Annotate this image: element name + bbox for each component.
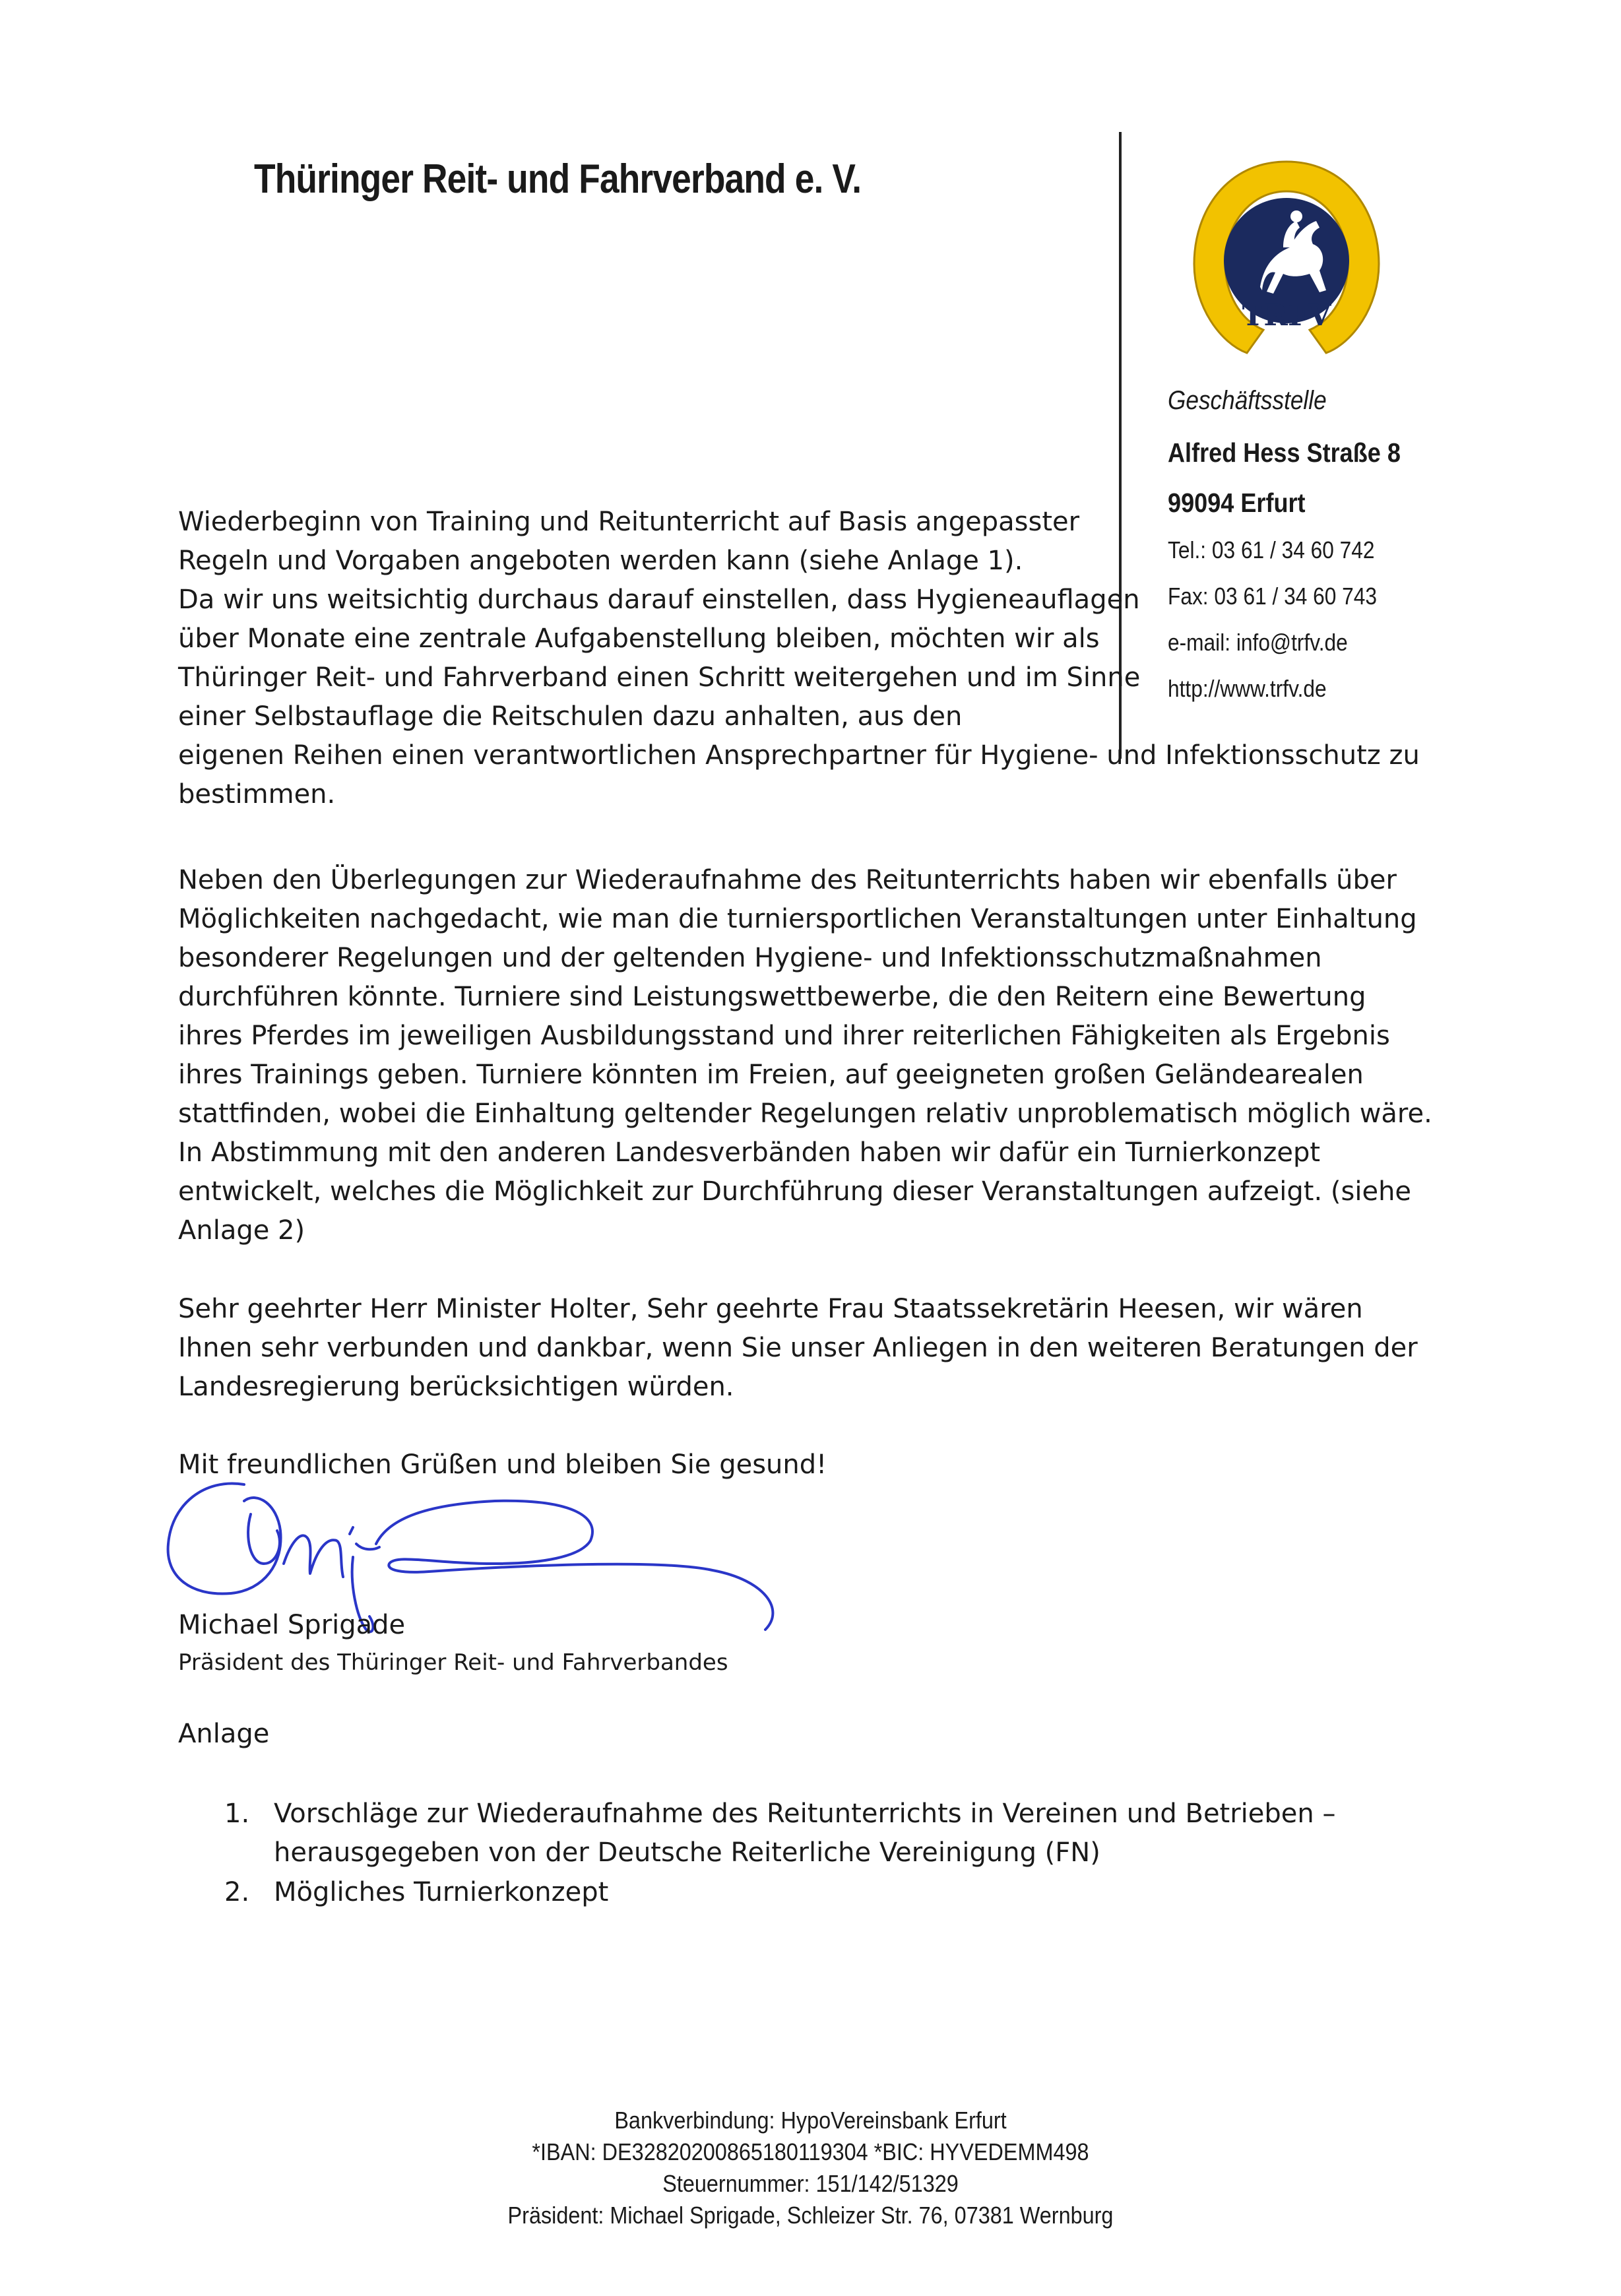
signer-role: Präsident des Thüringer Reit- und Fahrverbandes xyxy=(178,1649,728,1676)
office-fax: Fax: 03 61 / 34 60 743 xyxy=(1168,583,1378,610)
office-city: 99094 Erfurt xyxy=(1168,488,1306,518)
office-label: Geschäftsstelle xyxy=(1168,386,1327,415)
attachment-item xyxy=(224,1873,1412,1913)
logo-text: TRFV xyxy=(1242,299,1331,333)
paragraph-2: Neben den Überlegungen zur Wiederaufnahme des Reitunterrichts haben wir ebenfalls über Möglichkeiten nachgedacht, wie man die turniersportlichen Veranstaltungen unter Einhaltung besonderer Regelungen und der geltenden Hygiene- und Infektionsschutzmaßnahmen durchführen könnte. Turniere sind Leistungswettbewerbe, die den Reitern eine Bewertung ihres Pferdes im jeweiligen Ausbildungsstand und ihrer reiterlichen Fähigkeiten als Ergebnis ihres Trainings geben. Turniere könnten im Freien, auf geeigneten großen Geländearealen stattfinden, wobei die Einhaltung geltender Regelungen relativ unproblematisch möglich wäre. In Abstimmung mit den anderen Landesverbänden haben wir dafür ein Turnierkonzept entwickelt, welches die Möglichkeit zur Durchführung dieser Veranstaltungen aufzeigt. (siehe Anlage 2) xyxy=(178,865,1432,1246)
office-website[interactable]: http://www.trfv.de xyxy=(1168,675,1327,702)
paragraph-1-line: Da wir uns weitsichtig durchaus darauf einstellen, dass Hygieneauflagen xyxy=(178,585,1140,615)
paragraph-1-line: Thüringer Reit- und Fahrverband einen Schritt weitergehen und im Sinne xyxy=(178,662,1141,693)
organization-title: Thüringer Reit- und Fahrverband e. V. xyxy=(254,156,862,202)
paragraph-1-line: eigenen Reihen einen verantwortlichen Ansprechpartner für Hygiene- und Infektionsschutz zu xyxy=(178,740,1420,771)
footer-iban: *IBAN: DE32820200865180119304 *BIC: HYVEDEMM498 xyxy=(532,2138,1089,2165)
footer-bank: Bankverbindung: HypoVereinsbank Erfurt xyxy=(614,2107,1007,2134)
attachments-heading: Anlage xyxy=(178,1719,270,1749)
footer xyxy=(0,2105,1621,2231)
paragraph-1-line: einer Selbstauflage die Reitschulen dazu anhalten, aus den xyxy=(178,701,963,732)
office-email[interactable]: e-mail: info@trfv.de xyxy=(1168,629,1348,656)
attachment-number: 1. xyxy=(224,1799,250,1829)
attachment-text: Vorschläge zur Wiederaufnahme des Reitunterrichts in Vereinen und Betrieben – herausgegeben von der Deutsche Reiterliche Vereinigung (FN) xyxy=(274,1799,1336,1868)
paragraph-3: Sehr geehrter Herr Minister Holter, Sehr geehrte Frau Staatssekretärin Heesen, wir wären Ihnen sehr verbunden und dankbar, wenn Sie unser Anliegen in den weiteren Beratungen der Landesregierung berücksichtigen würden. xyxy=(178,1294,1418,1402)
paragraph-1-line: Wiederbeginn von Training und Reitunterricht auf Basis angepasster xyxy=(178,507,1080,537)
office-phone: Tel.: 03 61 / 34 60 742 xyxy=(1168,536,1375,563)
signer-name: Michael Sprigade xyxy=(178,1610,406,1640)
closing-line: Mit freundlichen Grüßen und bleiben Sie gesund! xyxy=(178,1450,827,1480)
attachment-number: 2. xyxy=(224,1877,250,1907)
paragraph-1-line: über Monate eine zentrale Aufgabenstellung bleiben, möchten wir als xyxy=(178,623,1100,654)
paragraph-1-line: Regeln und Vorgaben angeboten werden kann (siehe Anlage 1). xyxy=(178,546,1023,576)
footer-tax-number: Steuernummer: 151/142/51329 xyxy=(662,2170,959,2197)
handwritten-signature xyxy=(152,1465,811,1676)
office-street: Alfred Hess Straße 8 xyxy=(1168,437,1401,468)
trfv-horseshoe-logo xyxy=(1184,155,1389,360)
attachment-text: Mögliches Turnierkonzept xyxy=(274,1877,609,1907)
attachment-item xyxy=(224,1795,1412,1874)
paragraph-1-line: bestimmen. xyxy=(178,779,336,810)
footer-president: Präsident: Michael Sprigade, Schleizer Str. 76, 07381 Wernburg xyxy=(507,2202,1114,2229)
